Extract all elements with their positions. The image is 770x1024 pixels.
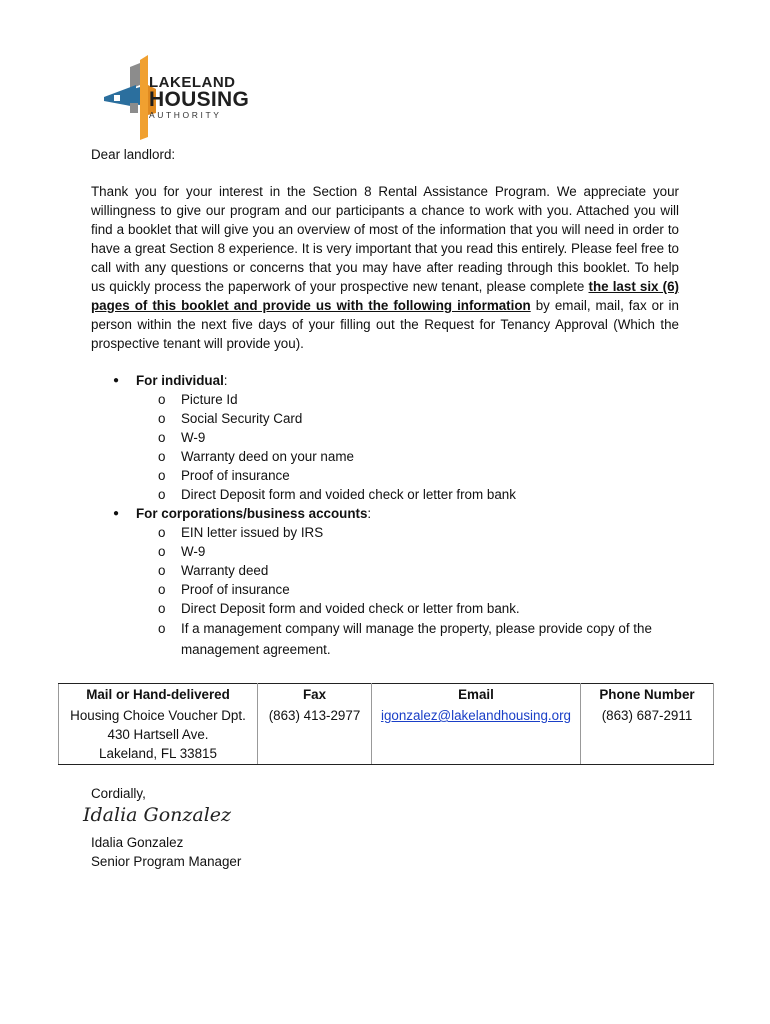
list-item-text: Warranty deed [181, 563, 269, 578]
intro-text-start: Thank you for your interest in the Section 8 Rental Assistance Program. We appreciate your willingness to give our program and our participants a chance to work with you. Attached you will find a booklet that will give you an overview of most of the information that you will need in order to have a great Section 8 experience. It is very important that you read this entirely. Please feel free to call with any questions or concerns that you may have after reading through this booklet. To help us quickly process the paperwork of your prospective new tenant, please complete [91, 184, 679, 294]
signer-name: Idalia Gonzalez [91, 835, 184, 850]
list-item-text: W-9 [181, 430, 206, 445]
logo-wordmark [149, 75, 249, 120]
list-item [136, 390, 691, 409]
logo-line-housing: HOUSING [149, 88, 250, 111]
circle-bullet-icon: o [158, 563, 166, 578]
phone-cell: (863) 687-2911 [581, 705, 714, 765]
circle-bullet-icon: o [158, 392, 166, 407]
circle-bullet-icon: o [158, 525, 166, 540]
mail-line: Housing Choice Voucher Dpt. [70, 708, 246, 723]
list-item [136, 466, 691, 485]
salutation: Dear landlord: [91, 147, 176, 162]
list-item-text: Proof of insurance [181, 468, 290, 483]
circle-bullet-icon: o [158, 582, 166, 597]
circle-bullet-icon: o [158, 468, 166, 483]
requirements-list [91, 371, 691, 660]
mail-line: 430 Hartsell Ave. [107, 727, 209, 742]
header-fax: Fax [258, 684, 372, 706]
mail-address-cell [59, 705, 258, 765]
email-cell [372, 705, 581, 765]
header-mail: Mail or Hand-delivered [59, 684, 258, 706]
circle-bullet-icon: o [158, 449, 166, 464]
signer-title: Senior Program Manager [91, 854, 242, 869]
intro-text-end: by email, mail, fax or in person within the next five days of your filling out the Request for Tenancy Approval (Which the prospective tenant will provide you). [91, 298, 679, 351]
list-item [136, 485, 691, 504]
table-header-row [59, 684, 714, 706]
list-item [136, 523, 691, 542]
list-item [136, 580, 691, 599]
bullet-icon: ● [113, 375, 120, 386]
circle-bullet-icon: o [158, 430, 166, 445]
list-item [136, 561, 691, 580]
list-item [136, 447, 691, 466]
contact-table [58, 683, 714, 765]
circle-bullet-icon: o [158, 601, 166, 616]
requirement-group-business [91, 504, 691, 660]
list-item [136, 599, 691, 618]
circle-bullet-icon: o [158, 411, 166, 426]
requirement-group-title: For individual [136, 373, 224, 388]
email-link[interactable]: igonzalez@lakelandhousing.org [380, 708, 572, 723]
list-item-text: Proof of insurance [181, 582, 290, 597]
list-item [136, 409, 691, 428]
circle-bullet-icon: o [158, 544, 166, 559]
table-row [59, 705, 714, 765]
circle-bullet-icon: o [158, 621, 166, 636]
colon: : [223, 373, 228, 388]
logo-line-authority: AUTHORITY [149, 110, 222, 120]
circle-bullet-icon: o [158, 487, 166, 502]
list-item [136, 618, 691, 660]
list-item [136, 428, 691, 447]
header-phone: Phone Number [581, 684, 714, 706]
intro-paragraph [91, 182, 679, 353]
logo-line-lakeland: LAKELAND [149, 74, 236, 91]
header-email: Email [372, 684, 581, 706]
requirement-group-title: For corporations/business accounts [136, 506, 368, 521]
list-item-text: Warranty deed on your name [181, 449, 354, 464]
list-item-text: Social Security Card [181, 411, 303, 426]
mail-line: Lakeland, FL 33815 [99, 746, 217, 761]
list-item-text: If a management company will manage the property, please provide copy of the management agreement. [181, 621, 652, 657]
list-item-text: Direct Deposit form and voided check or letter from bank. [181, 601, 520, 616]
fax-cell: (863) 413-2977 [258, 705, 372, 765]
list-item-text: EIN letter issued by IRS [181, 525, 324, 540]
requirement-group-individual [91, 371, 691, 504]
colon: : [367, 506, 372, 521]
valediction: Cordially, [91, 786, 146, 801]
list-item-text: W-9 [181, 544, 206, 559]
intro-emphasis: the last six (6) pages of this booklet and provide us with the following information [91, 279, 679, 313]
bullet-icon: ● [113, 508, 120, 519]
list-item-text: Picture Id [181, 392, 238, 407]
individual-items [136, 390, 691, 504]
list-item [136, 542, 691, 561]
list-item-text: Direct Deposit form and voided check or letter from bank [181, 487, 516, 502]
business-items [136, 523, 691, 660]
handwritten-signature: Idalia Gonzalez [83, 804, 232, 826]
